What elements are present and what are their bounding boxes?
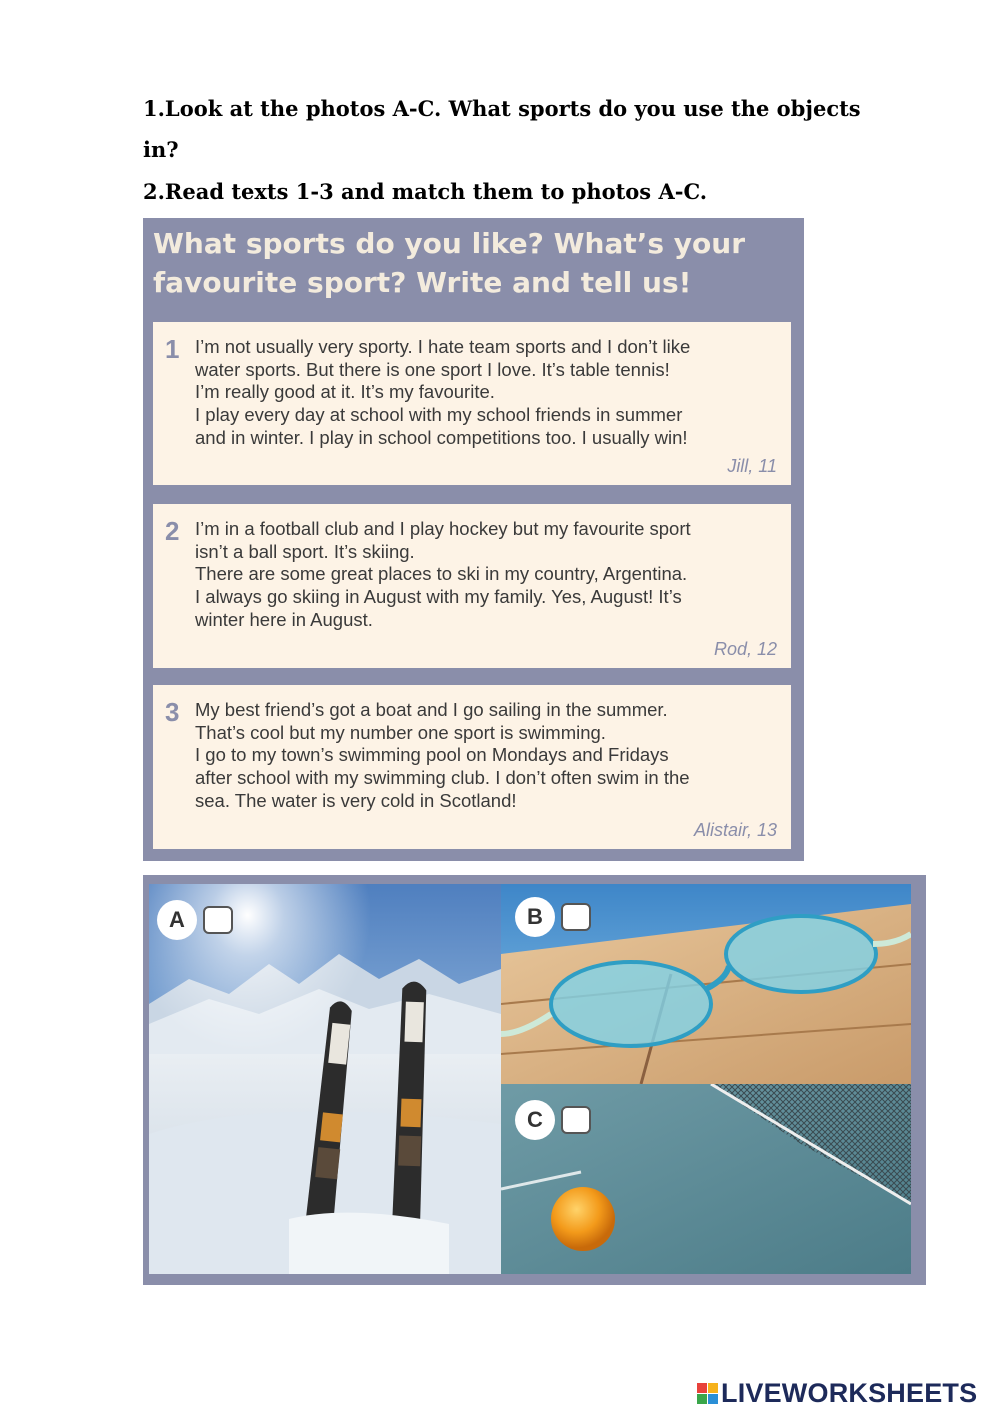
text-author: Rod, 12 — [713, 639, 777, 659]
photo-letter: B — [515, 897, 555, 937]
instruction-1-line-2: in? — [143, 137, 179, 162]
text-body: I’m in a football club and I play hockey but my favourite sport isn’t a ball sport. It’s skiing. There are some great places to ski in my country, Argentina. I always go skiing in August with my family. Yes, August! It’s winter here in August. — [195, 518, 691, 630]
reading-panel — [143, 218, 804, 861]
text-card-3 — [153, 685, 791, 849]
text-number: 3 — [165, 697, 180, 727]
instruction-2: 2.Read texts 1-3 and match them to photos A-C. — [143, 179, 708, 204]
photo-c-label — [515, 1100, 591, 1140]
photo-letter: A — [157, 900, 197, 940]
photo-a-label — [157, 900, 233, 940]
text-author: Alistair, 13 — [693, 820, 777, 840]
text-body: My best friend’s got a boat and I go sailing in the summer. That’s cool but my number one sport is swimming. I go to my town’s swimming pool on Mondays and Fridays after school with my swimming club. I don’t often swim in the sea. The water is very cold in Scotland! — [195, 699, 690, 811]
photo-letter: C — [515, 1100, 555, 1140]
logo-square — [697, 1394, 707, 1404]
photo-skis — [149, 884, 501, 1274]
text-author: Jill, 11 — [727, 456, 777, 476]
panel-heading: What sports do you like? What’s your favourite sport? Write and tell us! — [153, 227, 746, 299]
text-number: 2 — [165, 516, 180, 546]
logo-square — [697, 1383, 707, 1393]
answer-box-a[interactable] — [203, 906, 233, 934]
photo-b-label — [515, 897, 591, 937]
answer-box-c[interactable] — [561, 1106, 591, 1134]
logo-square — [708, 1383, 718, 1393]
answer-box-b[interactable] — [561, 903, 591, 931]
brand-name: LIVEWORKSHEETS — [721, 1378, 978, 1408]
liveworksheets-logo — [697, 1378, 977, 1409]
instruction-1-line-1: 1.Look at the photos A-C. What sports do you use the objects — [143, 96, 861, 121]
text-body: I’m not usually very sporty. I hate team sports and I don’t like water sports. But there is one sport I love. It’s table tennis! I’m really good at it. It’s my favourite. I play every day at school with my school friends in summer and in winter. I play in school competitions too. I usually win! — [195, 336, 691, 448]
text-card-1 — [153, 322, 791, 485]
logo-square — [708, 1394, 718, 1404]
logo-grid-icon — [697, 1383, 718, 1404]
text-card-2 — [153, 504, 791, 668]
text-number: 1 — [165, 334, 180, 364]
